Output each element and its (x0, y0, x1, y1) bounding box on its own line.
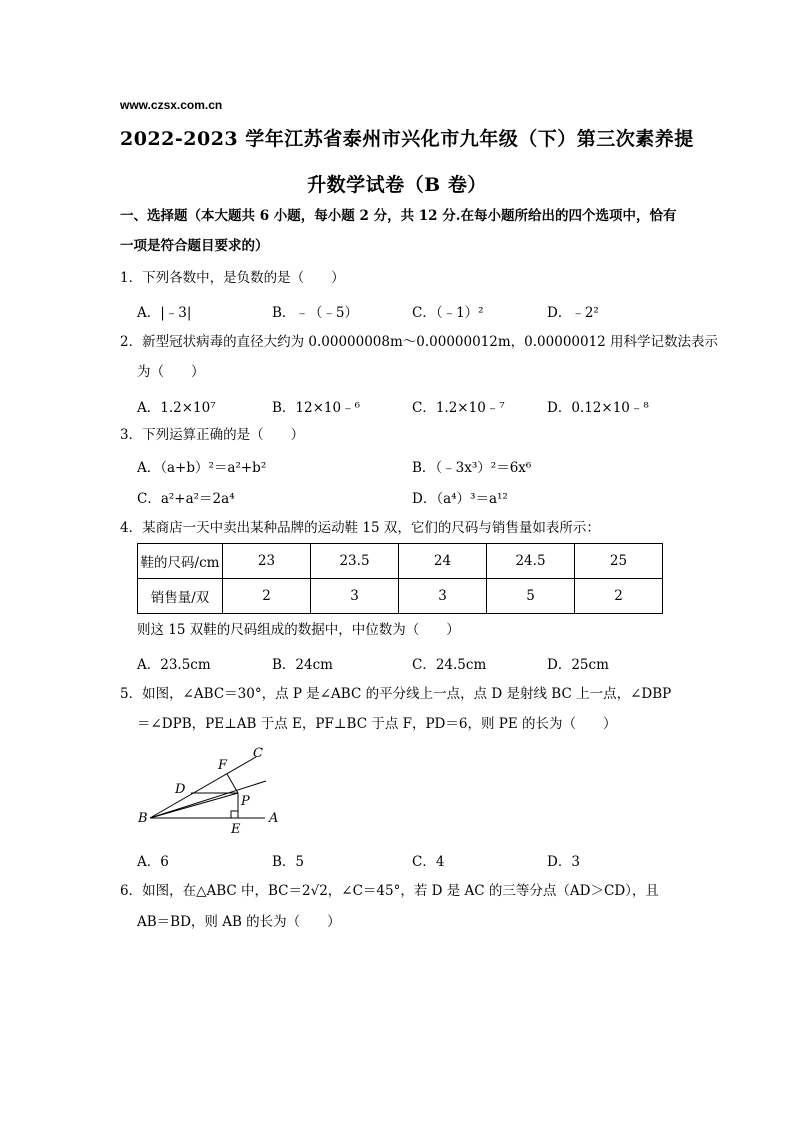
q6-stem-line-1: 6．如图，在△ABC 中，BC＝2√2，∠C＝45°，若 D 是 AC 的三等分点（AD＞CD），且 (120, 883, 659, 899)
size-cell: 23 (223, 544, 311, 579)
angle-bisector-figure (130, 743, 290, 838)
q1-option-a: A．|﹣3| (137, 305, 192, 321)
q3-option-d: D．（a⁴）³＝a¹² (412, 491, 508, 507)
q3-option-a: A．（a+b）²＝a²+b² (137, 460, 267, 476)
q3-stem: 3．下列运算正确的是（ ） (120, 427, 305, 443)
sales-cell: 5 (487, 579, 575, 614)
size-cell: 24.5 (487, 544, 575, 579)
label-f: F (218, 758, 228, 773)
q4-followup: 则这 15 双鞋的尺码组成的数据中，中位数为（ ） (137, 622, 460, 638)
q5-option-c: C．4 (412, 854, 445, 870)
q1-option-d: D．﹣2² (547, 305, 599, 321)
row-header-sales: 销售量/双 (138, 579, 223, 614)
table-row (138, 579, 663, 614)
segment-bp (150, 793, 238, 818)
site-url: www.czsx.com.cn (120, 98, 223, 112)
title-line-2: 升数学试卷（B 卷） (307, 174, 487, 196)
label-b: B (138, 811, 148, 826)
q5-option-a: A．6 (137, 854, 169, 870)
shoe-size-table (137, 543, 663, 614)
section-heading-line-2: 一项是符合题目要求的） (120, 238, 269, 254)
q4-option-d: D．25cm (547, 657, 609, 673)
q2-stem-line-2: 为（ ） (137, 364, 205, 380)
q2-option-d: D．0.12×10﹣⁸ (547, 400, 649, 416)
q2-stem-line-1: 2．新型冠状病毒的直径大约为 0.00000008m～0.00000012m，0.00000012 用科学记数法表示 (120, 334, 719, 350)
label-e: E (231, 822, 241, 837)
q6-stem-line-2: AB＝BD，则 AB 的长为（ ） (137, 914, 341, 930)
q4-option-a: A．23.5cm (137, 657, 211, 673)
right-angle-e (231, 811, 238, 818)
q4-option-b: B．24cm (272, 657, 333, 673)
section-heading-line-1: 一、选择题（本大题共 6 小题，每小题 2 分，共 12 分.在每小题所给出的四个选项中，恰有 (120, 208, 677, 224)
q5-option-d: D．3 (547, 854, 580, 870)
label-c: C (253, 746, 263, 761)
q3-option-b: B．（﹣3x³）²＝6x⁶ (412, 460, 532, 476)
q3-option-c: C．a²+a²＝2a⁴ (137, 491, 235, 507)
label-a: A (269, 811, 279, 826)
q1-stem: 1．下列各数中，是负数的是（ ） (120, 270, 345, 286)
label-d: D (175, 782, 186, 797)
row-header-size: 鞋的尺码/cm (138, 544, 223, 579)
q4-stem: 4．某商店一天中卖出某种品牌的运动鞋 15 双，它们的尺码与销售量如表所示： (120, 520, 600, 536)
sales-cell: 3 (311, 579, 399, 614)
q5-stem-line-1: 5．如图，∠ABC＝30°，点 P 是∠ABC 的平分线上一点，点 D 是射线 BC 上一点，∠DBP (120, 686, 672, 702)
q5-stem-line-2: ＝∠DPB，PE⊥AB 于点 E，PF⊥BC 于点 F，PD＝6，则 PE 的长为（ ） (137, 716, 617, 732)
label-p: P (241, 794, 250, 809)
sales-cell: 2 (575, 579, 663, 614)
q2-option-a: A．1.2×10⁷ (137, 400, 216, 416)
size-cell: 23.5 (311, 544, 399, 579)
title-line-1: 2022-2023 学年江苏省泰州市兴化市九年级（下）第三次素养提 (120, 128, 694, 150)
size-cell: 25 (575, 544, 663, 579)
sales-cell: 2 (223, 579, 311, 614)
sales-cell: 3 (399, 579, 487, 614)
q4-option-c: C．24.5cm (412, 657, 487, 673)
table-row (138, 544, 663, 579)
q2-option-b: B．12×10﹣⁶ (272, 400, 361, 416)
q5-option-b: B．5 (272, 854, 305, 870)
q2-option-c: C．1.2×10﹣⁷ (412, 400, 505, 416)
q1-option-b: B．﹣（﹣5） (272, 305, 359, 321)
size-cell: 24 (399, 544, 487, 579)
q1-option-c: C．（﹣1）² (412, 305, 484, 321)
segment-pf (227, 774, 238, 793)
